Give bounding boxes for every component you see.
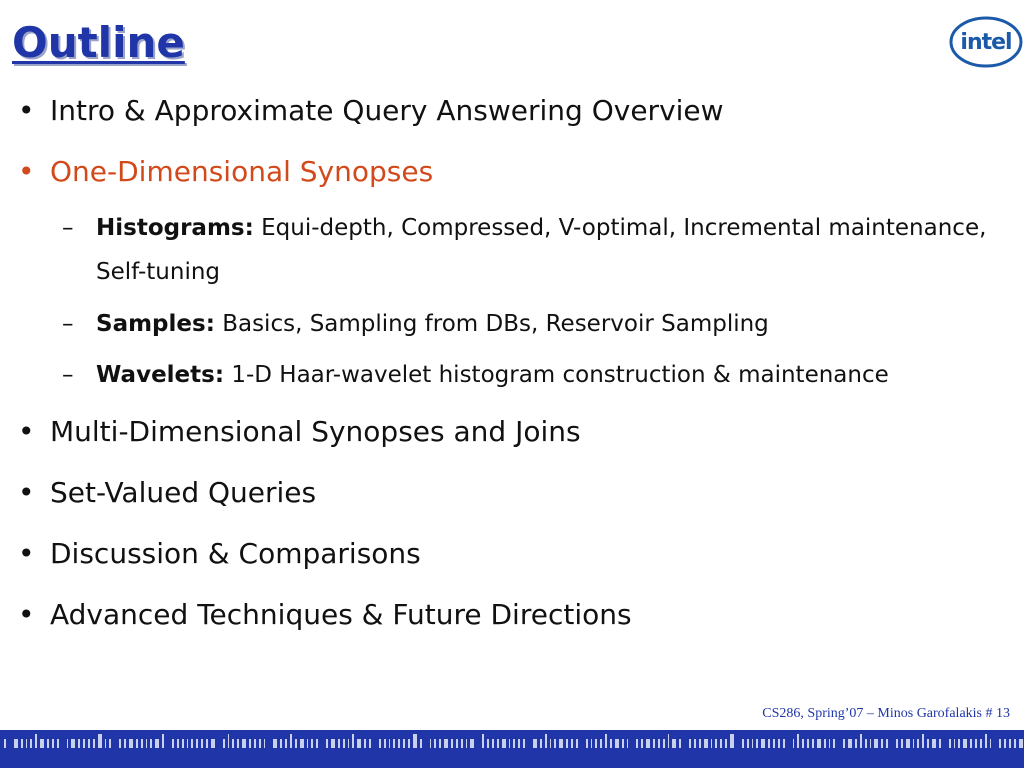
dash-icon: – [62,362,74,388]
dash-icon: – [62,215,74,241]
bullet-icon: • [18,476,35,509]
sub-bullet-text: Basics, Sampling from DBs, Reservoir Sampling [214,311,769,337]
intel-logo [948,14,1024,70]
bullet-text: Advanced Techniques & Future Directions [50,598,632,631]
sub-bullet-body [96,353,1006,397]
bullet-text: Discussion & Comparisons [50,537,421,570]
sub-bullet-body [96,302,1006,346]
footer-barcode-decoration [0,730,1024,768]
intel-logo-text: intel [960,29,1012,55]
dash-icon: – [62,311,74,337]
sub-bullet-label: Wavelets: [96,362,225,388]
sub-bullet-body [96,206,1006,294]
slide-title: Outline [12,18,185,67]
bullet-icon: • [18,94,35,127]
bullet-icon: • [18,155,35,188]
bullet-text: Intro & Approximate Query Answering Overview [50,94,724,127]
bullet-icon: • [18,537,35,570]
slide-footer: CS286, Spring’07 – Minos Garofalakis # 13 [762,706,1010,721]
sub-bullet-text: Equi-depth, Compressed, V-optimal, Incremental maintenance, Self-tuning [96,215,987,285]
bullet-icon: • [18,598,35,631]
bullet-text: One-Dimensional Synopses [50,155,434,188]
bullet-text: Set-Valued Queries [50,476,317,509]
sub-bullet-text: 1-D Haar-wavelet histogram construction & maintenance [224,362,889,388]
sub-bullet-label: Samples: [96,311,215,337]
sub-bullet-label: Histograms: [96,215,254,241]
bullet-text: Multi-Dimensional Synopses and Joins [50,415,581,448]
bullet-icon: • [18,415,35,448]
